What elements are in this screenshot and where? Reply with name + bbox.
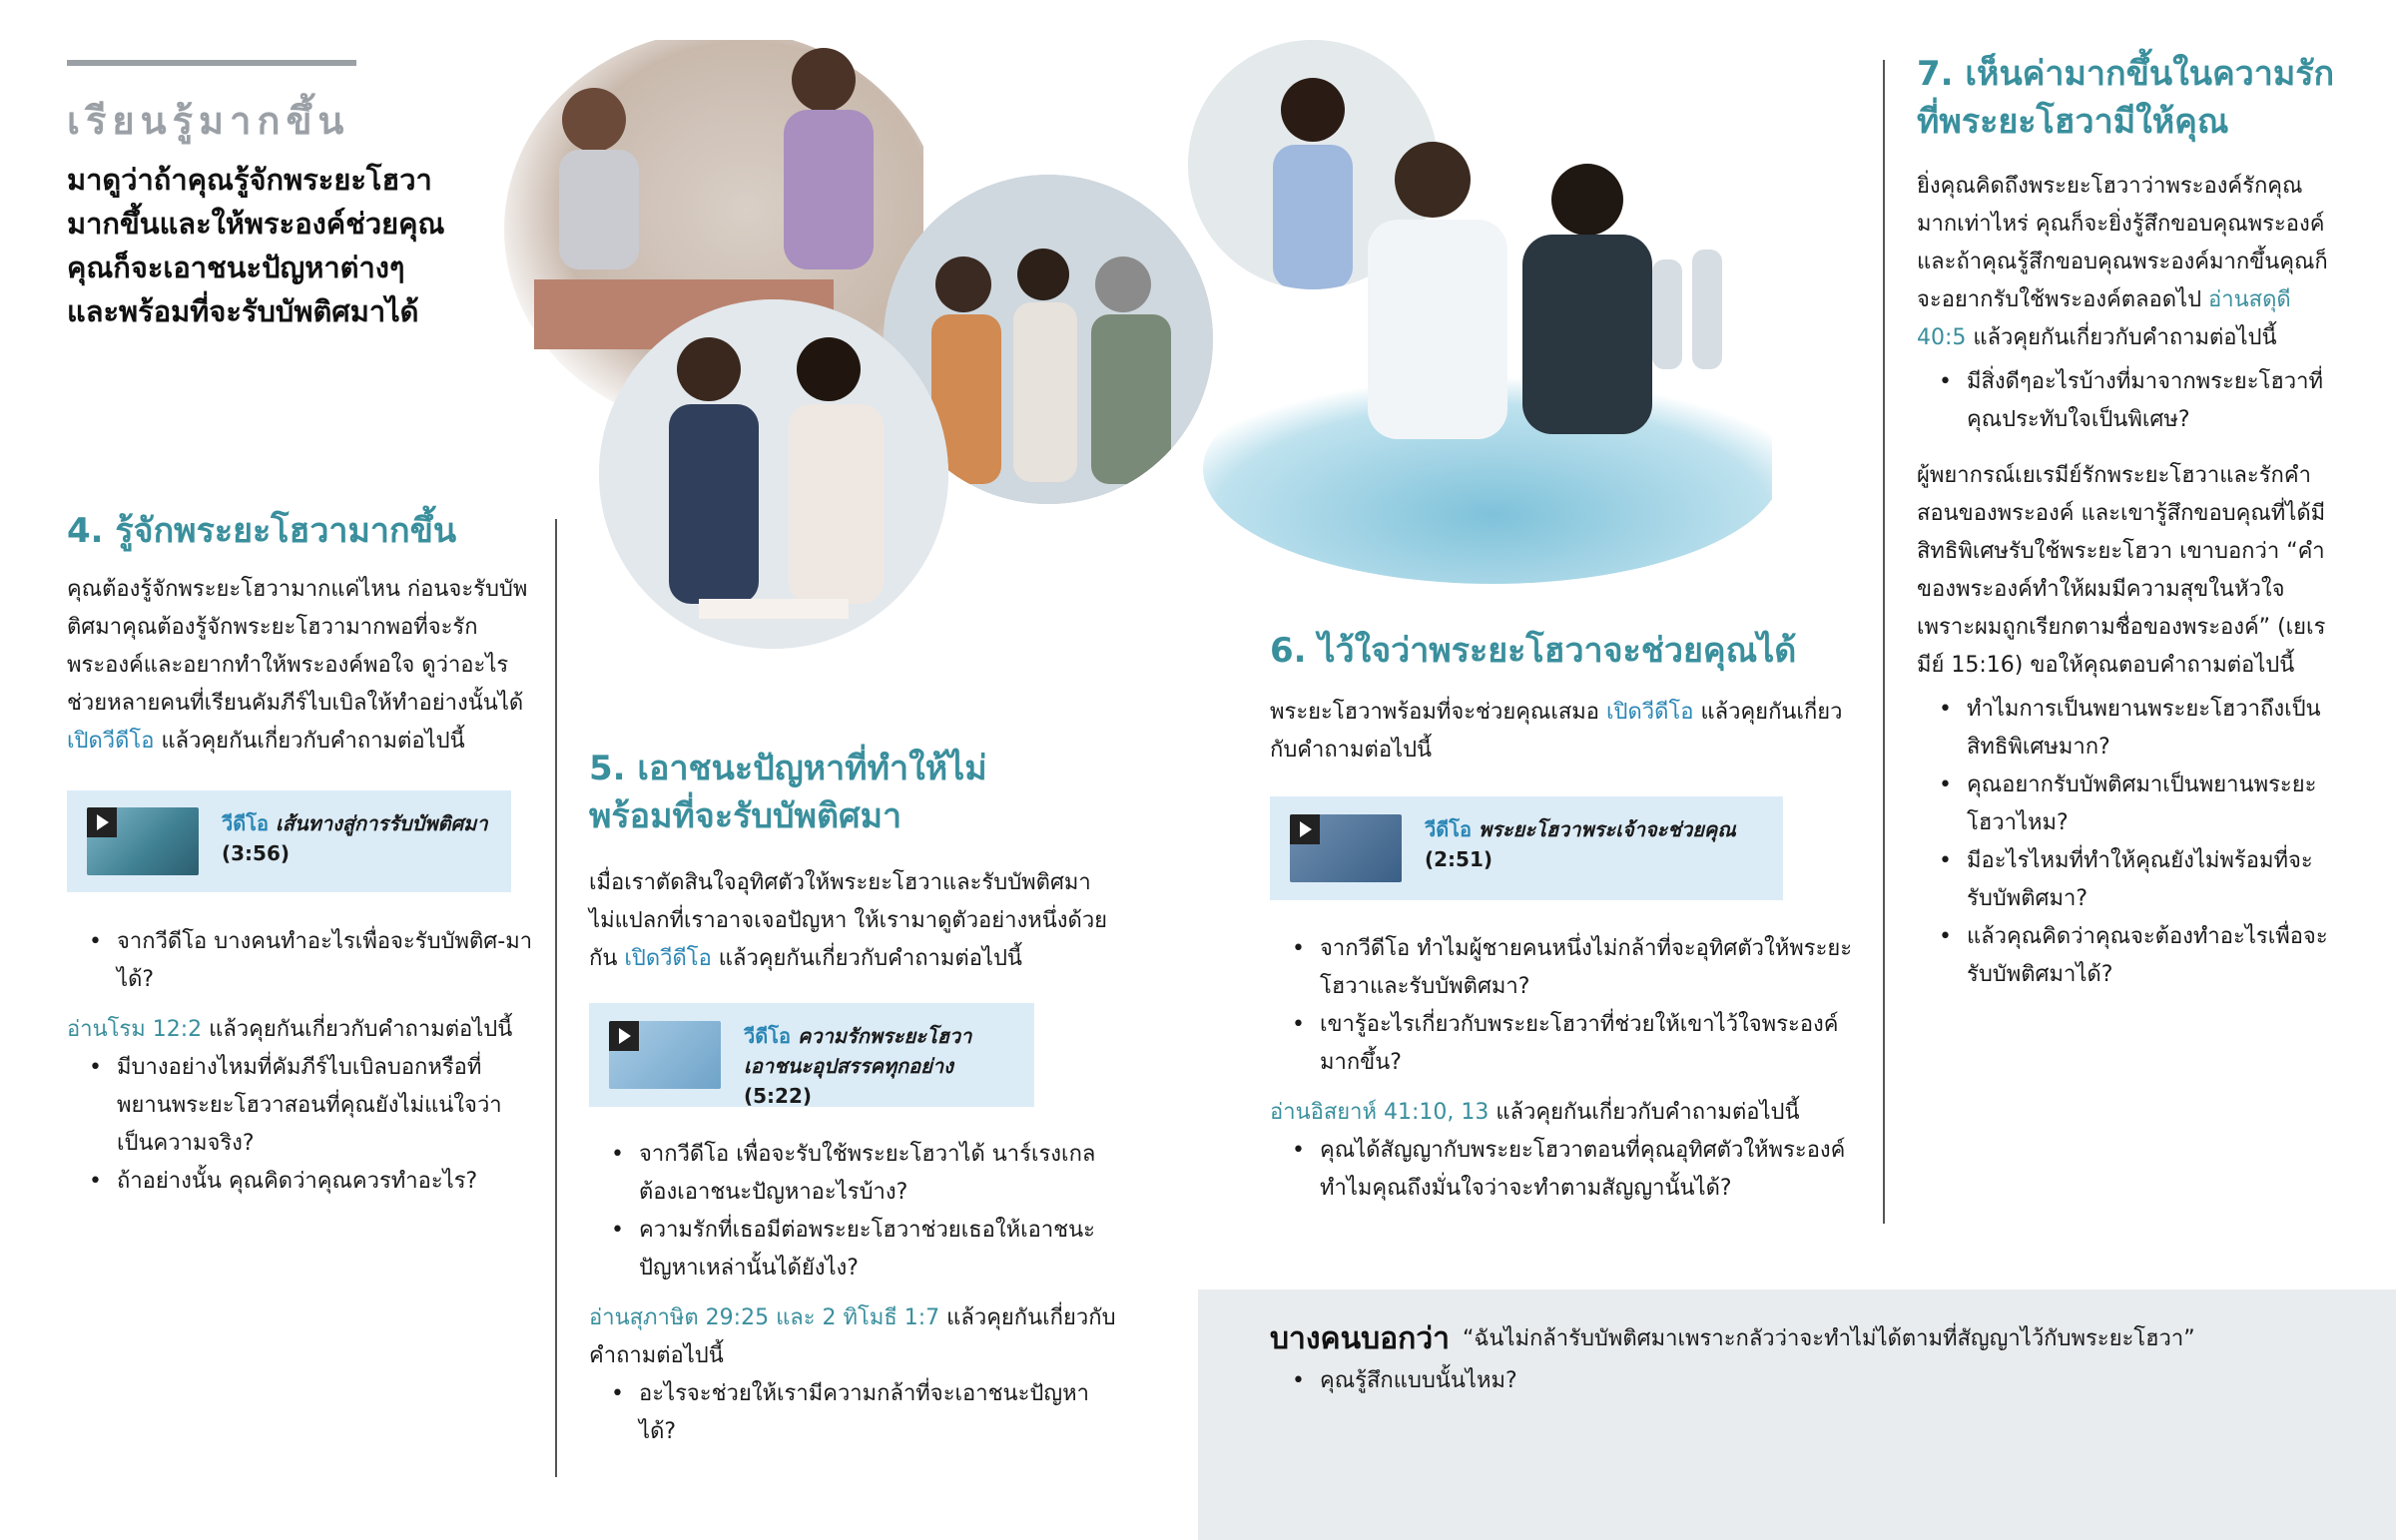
play-icon[interactable] <box>1290 814 1320 844</box>
list-item: • เขารู้อะไรเกี่ยวกับพระยะโฮวาที่ช่วยให้เขาไว้ใจพระองค์มากขึ้น? <box>1270 1006 1859 1082</box>
illustration-workplace <box>599 299 948 649</box>
list-item: • จากวีดีโอ บางคนทำอะไรเพื่อจะรับบัพติศ-มาได้? <box>67 923 536 999</box>
scripture-link[interactable]: อ่านสดุดี 40:5 <box>1917 287 2291 350</box>
list-item: • คุณรู้สึกแบบนั้นไหม? <box>1270 1362 2069 1400</box>
play-icon[interactable] <box>87 807 117 837</box>
video-label: วีดีโอ <box>222 811 269 835</box>
list-item: • ถ้าอย่างนั้น คุณคิดว่าคุณควรทำอะไร? <box>67 1163 536 1201</box>
list-item: • แล้วคุณคิดว่าคุณจะต้องทำอะไรเพื่อจะรับบัพติศมาได้? <box>1917 918 2336 994</box>
quote-text: “ฉันไม่กล้ารับบัพติศมาเพราะกลัวว่าจะทำไม่ได้ตามที่สัญญาไว้กับพระยะโฮวา” <box>1463 1326 2195 1351</box>
section-7-body <box>1917 168 2336 994</box>
section-6-heading: 6. ไว้ใจว่าพระยะโฮวาจะช่วยคุณได้ <box>1270 631 1797 671</box>
video-card-4[interactable] <box>67 790 511 892</box>
section-5-heading: 5. เอาชนะปัญหาที่ทำให้ไม่พร้อมที่จะรับบัพติศมา <box>589 749 987 836</box>
section-4-questions <box>67 923 536 1201</box>
video-title: เส้นทางสู่การรับบัพติศมา <box>275 811 488 835</box>
quote-questions <box>1270 1362 2069 1400</box>
video-duration: (3:56) <box>222 841 291 865</box>
illustration-baptism <box>1193 140 1772 589</box>
list-item: • มีสิ่งดีๆอะไรบ้างที่มาจากพระยะโฮวาที่คุณประทับใจเป็นพิเศษ? <box>1917 363 2336 439</box>
video-thumbnail <box>87 807 199 875</box>
page-title: เรียนรู้มากขึ้น <box>67 99 350 143</box>
video-duration: (5:22) <box>744 1084 813 1108</box>
section-7-paragraph-2: ผู้พยากรณ์เยเรมีย์รักพระยะโฮวาและรักคำสอนของพระองค์ และเขารู้สึกขอบคุณที่ได้มีสิทธิพิเศษรับใช้พระยะโฮวา เขาบอกว่า “คำของพระองค์ทำให้ผมมีความสุขในหัวใจเพราะผมถูกเรียกตามชื่อของพระองค์” (เยเรมีย์ 15:16) ขอให้คุณตอบคำถามต่อไปนี้ <box>1917 463 2326 678</box>
video-label: วีดีโอ <box>1425 817 1472 841</box>
video-duration: (2:51) <box>1425 847 1494 871</box>
list-item: • ทำไมการเป็นพยานพระยะโฮวาถึงเป็นสิทธิพิเศษมาก? <box>1917 691 2336 767</box>
video-card-5[interactable] <box>589 1003 1034 1107</box>
list-item: • จากวีดีโอ เพื่อจะรับใช้พระยะโฮวาได้ นาร์เรงเกลต้องเอาชนะปัญหาอะไรบ้าง? <box>589 1136 1118 1212</box>
list-item: • มีอะไรไหมที่ทำให้คุณยังไม่พร้อมที่จะรับบัพติศมา? <box>1917 842 2336 918</box>
section-6-questions <box>1270 930 1859 1208</box>
video-title: ความรักพระยะโฮวาเอาชนะอุปสรรคทุกอย่าง <box>744 1024 972 1078</box>
open-video-link[interactable]: เปิดวีดีโอ <box>67 729 155 754</box>
section-6-read: อ่านอิสยาห์ 41:10, 13 แล้วคุยกันเกี่ยวกับคำถามต่อไปนี้ <box>1270 1100 1800 1125</box>
column-divider-1 <box>555 519 557 1477</box>
section-6-body <box>1270 694 1849 770</box>
section-5-body <box>589 864 1118 978</box>
section-7-heading: 7. เห็นค่ามากขึ้นในความรักที่พระยะโฮวามีให้คุณ <box>1917 54 2335 142</box>
list-item: • จากวีดีโอ ทำไมผู้ชายคนหนึ่งไม่กล้าที่จะอุทิศตัวให้พระยะโฮวาและรับบัพติศมา? <box>1270 930 1859 1006</box>
list-item: • คุณได้สัญญากับพระยะโฮวาตอนที่คุณอุทิศตัวให้พระองค์ ทำไมคุณถึงมั่นใจว่าจะทำตามสัญญานั้นได้? <box>1270 1132 1859 1208</box>
video-thumbnail <box>609 1021 721 1089</box>
scripture-link[interactable]: อ่านอิสยาห์ 41:10, 13 <box>1270 1100 1490 1125</box>
section-6-paragraph: พระยะโฮวาพร้อมที่จะช่วยคุณเสมอ เปิดวีดีโอ แล้วคุยกันเกี่ยวกับคำถามต่อไปนี้ <box>1270 700 1843 763</box>
scripture-link[interactable]: อ่านโรม 12:2 <box>67 1017 203 1042</box>
section-7-paragraph-1: ยิ่งคุณคิดถึงพระยะโฮวาว่าพระองค์รักคุณมากเท่าไหร่ คุณก็จะยิ่งรู้สึกขอบคุณพระองค์ และถ้าคุณรู้สึกขอบคุณพระองค์มากขึ้นคุณก็จะอยากรับใช้พระองค์ตลอดไป อ่านสดุดี 40:5 แล้วคุยกันเกี่ยวกับคำถามต่อไปนี้ <box>1917 174 2328 350</box>
section-4-read: อ่านโรม 12:2 แล้วคุยกันเกี่ยวกับคำถามต่อไปนี้ <box>67 1017 513 1042</box>
list-item: • อะไรจะช่วยให้เรามีความกล้าที่จะเอาชนะปัญหาได้? <box>589 1375 1118 1451</box>
list-item: • คุณอยากรับบัพติศมาเป็นพยานพระยะโฮวาไหม? <box>1917 767 2336 842</box>
open-video-link[interactable]: เปิดวีดีโอ <box>624 946 712 971</box>
play-icon[interactable] <box>609 1021 639 1051</box>
section-4-paragraph: คุณต้องรู้จักพระยะโฮวามากแค่ไหน ก่อนจะรับบัพติศมาคุณต้องรู้จักพระยะโฮวามากพอที่จะรักพระองค์และอยากทำให้พระองค์พอใจ ดูว่าอะไรช่วยหลายคนที่เรียนคัมภีร์ไบเบิลให้ทำอย่างนั้นได้ เปิดวีดีโอ แล้วคุยกันเกี่ยวกับคำถามต่อไปนี้ <box>67 577 528 754</box>
section-4-heading: 4. รู้จักพระยะโฮวามากขึ้น <box>67 511 457 551</box>
intro-rule <box>67 60 356 66</box>
section-5-read: อ่านสุภาษิต 29:25 และ 2 ทิโมธี 1:7 แล้วคุยกันเกี่ยวกับคำถามต่อไปนี้ <box>589 1305 1116 1368</box>
open-video-link[interactable]: เปิดวีดีโอ <box>1606 700 1694 725</box>
video-card-6[interactable] <box>1270 796 1783 900</box>
section-4-body <box>67 571 536 761</box>
section-5-questions <box>589 1136 1118 1451</box>
quote-heading: บางคนบอกว่า <box>1270 1321 1451 1356</box>
column-divider-2 <box>1883 60 1885 1224</box>
scripture-link[interactable]: อ่านสุภาษิต 29:25 และ 2 ทิโมธี 1:7 <box>589 1305 940 1330</box>
section-5-paragraph: เมื่อเราตัดสินใจอุทิศตัวให้พระยะโฮวาและรับบัพติศมา ไม่แปลกที่เราอาจเจอปัญหา ให้เรามาดูตัวอย่างหนึ่งด้วยกัน เปิดวีดีโอ แล้วคุยกันเกี่ยวกับคำถามต่อไปนี้ <box>589 870 1108 971</box>
video-title: พระยะโฮวาพระเจ้าจะช่วยคุณ <box>1478 817 1736 841</box>
list-item: • ความรักที่เธอมีต่อพระยะโฮวาช่วยเธอให้เอาชนะปัญหาเหล่านั้นได้ยังไง? <box>589 1212 1118 1287</box>
video-label: วีดีโอ <box>744 1024 791 1048</box>
list-item: • มีบางอย่างไหมที่คัมภีร์ไบเบิลบอกหรือที่พยานพระยะโฮวาสอนที่คุณยังไม่แน่ใจว่าเป็นความจริง? <box>67 1049 536 1163</box>
intro-text: มาดูว่าถ้าคุณรู้จักพระยะโฮวามากขึ้นและให้พระองค์ช่วยคุณคุณก็จะเอาชนะปัญหาต่างๆ และพร้อมที่จะรับบัพติศมาได้ <box>67 163 445 328</box>
video-thumbnail <box>1290 814 1402 882</box>
